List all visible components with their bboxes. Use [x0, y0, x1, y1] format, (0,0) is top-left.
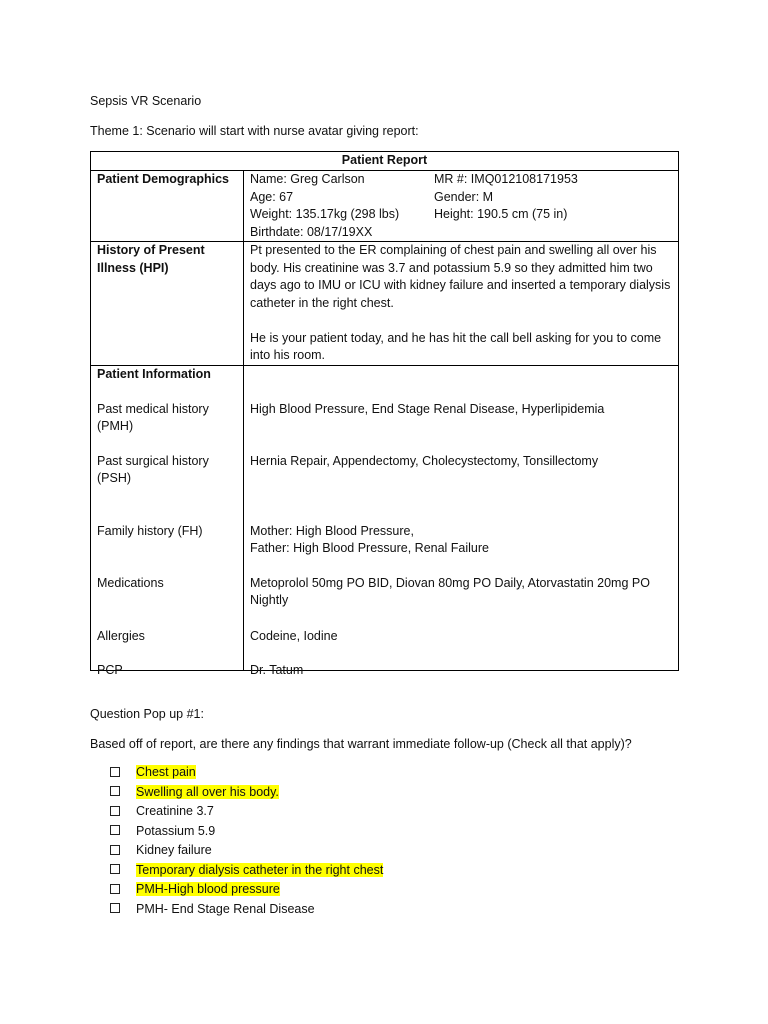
- document-title: Sepsis VR Scenario: [90, 94, 202, 108]
- allergies-label: Allergies: [97, 628, 145, 643]
- patient-name: Name: Greg Carlson: [250, 172, 365, 186]
- fh-label: Family history (FH): [97, 523, 203, 538]
- patient-info-values: [244, 365, 679, 677]
- option-label: Kidney failure: [136, 843, 212, 857]
- hpi-paragraph-1: Pt presented to the ER complaining of chest pain and swelling all over his body. His creatinine was 3.7 and potassium 5.9 so they admitted him two days ago to IMU or ICU with kidney failure and inserted a temporary dialysis catheter in the right chest.: [250, 243, 671, 310]
- patient-height: Height: 190.5 cm (75 in): [434, 207, 568, 221]
- option-label: Swelling all over his body.: [136, 784, 279, 799]
- patient-info-label: Patient Information: [97, 366, 211, 381]
- medications-value: Metoprolol 50mg PO BID, Diovan 80mg PO Daily, Atorvastatin 20mg PO Nightly: [250, 575, 650, 607]
- pcp-value: Dr. Tatum: [250, 662, 304, 677]
- report-header: Patient Report: [91, 152, 679, 171]
- psh-label: Past surgical history (PSH): [97, 453, 209, 485]
- psh-value: Hernia Repair, Appendectomy, Cholecystectomy, Tonsillectomy: [250, 453, 599, 468]
- patient-birthdate: Birthdate: 08/17/19XX: [250, 224, 373, 239]
- option-label: Temporary dialysis catheter in the right chest: [136, 862, 384, 877]
- hpi-paragraph-2: He is your patient today, and he has hit the call bell asking for you to come into his room.: [250, 330, 662, 362]
- answer-option[interactable]: [110, 763, 383, 783]
- checkbox-icon[interactable]: [110, 767, 120, 777]
- demographics-row: [91, 171, 679, 242]
- question-title: Question Pop up #1:: [90, 707, 204, 721]
- answer-option[interactable]: [110, 841, 383, 861]
- hpi-values: [244, 242, 679, 366]
- checkbox-icon[interactable]: [110, 903, 120, 913]
- patient-report-table: [90, 151, 679, 677]
- option-label: Chest pain: [136, 765, 196, 779]
- hpi-row: [91, 242, 679, 366]
- answer-option[interactable]: [110, 880, 383, 900]
- option-label: PMH- End Stage Renal Disease: [136, 901, 315, 916]
- fh-mother: Mother: High Blood Pressure,: [250, 523, 414, 538]
- checkbox-icon[interactable]: [110, 845, 120, 855]
- checkbox-icon[interactable]: [110, 786, 120, 796]
- fh-father: Father: High Blood Pressure, Renal Failure: [250, 540, 490, 555]
- option-label: Potassium 5.9: [136, 823, 216, 838]
- hpi-label: History of Present Illness (HPI): [91, 242, 244, 366]
- question-text: Based off of report, are there any findings that warrant immediate follow-up (Check all that apply)?: [90, 737, 632, 751]
- checkbox-icon[interactable]: [110, 864, 120, 874]
- checkbox-icon[interactable]: [110, 884, 120, 894]
- answer-option[interactable]: [110, 802, 383, 822]
- demographics-label: Patient Demographics: [91, 171, 244, 242]
- pmh-value: High Blood Pressure, End Stage Renal Disease, Hyperlipidemia: [250, 401, 605, 416]
- patient-gender: Gender: M: [434, 189, 494, 204]
- allergies-value: Codeine, Iodine: [250, 628, 338, 643]
- answer-option[interactable]: [110, 822, 383, 842]
- answer-option[interactable]: [110, 900, 383, 920]
- pcp-label: PCP: [97, 662, 123, 677]
- patient-mr: MR #: IMQ012108171953: [434, 172, 578, 186]
- medications-label: Medications: [97, 575, 164, 590]
- option-label: Creatinine 3.7: [136, 804, 214, 818]
- answer-option[interactable]: [110, 861, 383, 881]
- answer-option[interactable]: [110, 783, 383, 803]
- theme-line: Theme 1: Scenario will start with nurse avatar giving report:: [90, 124, 419, 138]
- patient-age: Age: 67: [250, 189, 294, 204]
- checkbox-icon[interactable]: [110, 825, 120, 835]
- pmh-label: Past medical history (PMH): [97, 401, 209, 433]
- patient-info-row: [91, 365, 679, 670]
- patient-info-labels: [91, 365, 244, 677]
- option-label: PMH-High blood pressure: [136, 882, 280, 896]
- demographics-values: [244, 171, 679, 242]
- answer-options-list: [110, 763, 383, 919]
- patient-weight: Weight: 135.17kg (298 lbs): [250, 207, 400, 221]
- checkbox-icon[interactable]: [110, 806, 120, 816]
